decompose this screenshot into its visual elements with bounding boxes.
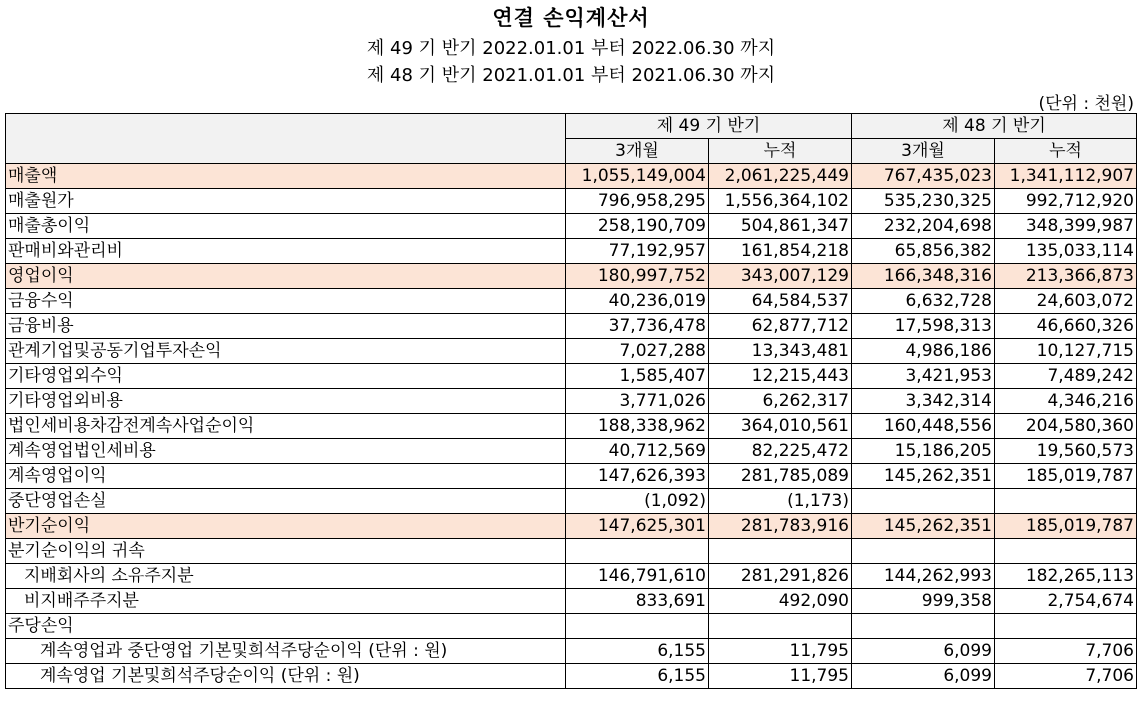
table-row — [6, 664, 1137, 689]
row-value: 7,489,242 — [995, 364, 1137, 389]
table-row — [6, 639, 1137, 664]
table-row — [6, 514, 1137, 539]
row-value: 46,660,326 — [995, 314, 1137, 339]
table-row — [6, 614, 1137, 639]
row-value: 185,019,787 — [995, 464, 1137, 489]
row-value: 343,007,129 — [709, 264, 852, 289]
row-value: 204,580,360 — [995, 414, 1137, 439]
table-row — [6, 239, 1137, 264]
row-label: 기타영업외비용 — [6, 389, 566, 414]
row-value — [709, 539, 852, 564]
row-value: 999,358 — [852, 589, 995, 614]
table-row — [6, 489, 1137, 514]
table-row — [6, 539, 1137, 564]
table-row — [6, 314, 1137, 339]
row-value — [709, 614, 852, 639]
row-value: 6,262,317 — [709, 389, 852, 414]
row-value: 11,795 — [709, 639, 852, 664]
row-label: 중단영업손실 — [6, 489, 566, 514]
row-value: 11,795 — [709, 664, 852, 689]
row-label: 관계기업및공동기업투자손익 — [6, 339, 566, 364]
row-value: 146,791,610 — [566, 564, 709, 589]
row-value: 65,856,382 — [852, 239, 995, 264]
row-value: 135,033,114 — [995, 239, 1137, 264]
row-value: 64,584,537 — [709, 289, 852, 314]
row-label: 계속영업 기본및희석주당순이익 (단위 : 원) — [6, 664, 566, 689]
row-value: 62,877,712 — [709, 314, 852, 339]
row-value: 535,230,325 — [852, 189, 995, 214]
header-48-cumulative: 누적 — [995, 139, 1137, 164]
table-row — [6, 189, 1137, 214]
row-value: 82,225,472 — [709, 439, 852, 464]
header-row-period — [6, 114, 1137, 139]
row-value: 492,090 — [709, 589, 852, 614]
row-value — [566, 539, 709, 564]
row-value: 145,262,351 — [852, 514, 995, 539]
row-label: 매출총이익 — [6, 214, 566, 239]
period-prior: 제 48 기 반기 2021.01.01 부터 2021.06.30 까지 — [366, 65, 776, 86]
row-label: 분기순이익의 귀속 — [6, 539, 566, 564]
row-value: 40,236,019 — [566, 289, 709, 314]
row-value: 180,997,752 — [566, 264, 709, 289]
row-value: 4,346,216 — [995, 389, 1137, 414]
row-value: (1,173) — [709, 489, 852, 514]
row-value: 160,448,556 — [852, 414, 995, 439]
row-value: 232,204,698 — [852, 214, 995, 239]
row-value: 77,192,957 — [566, 239, 709, 264]
period-current: 제 49 기 반기 2022.01.01 부터 2022.06.30 까지 — [366, 38, 776, 59]
statement-rows — [6, 164, 1137, 689]
table-row — [6, 289, 1137, 314]
table-row — [6, 164, 1137, 189]
row-value: 40,712,569 — [566, 439, 709, 464]
table-row — [6, 439, 1137, 464]
row-value: 6,632,728 — [852, 289, 995, 314]
row-label: 법인세비용차감전계속사업순이익 — [6, 414, 566, 439]
row-value: 767,435,023 — [852, 164, 995, 189]
row-label: 매출액 — [6, 164, 566, 189]
row-value — [995, 489, 1137, 514]
row-value: 796,958,295 — [566, 189, 709, 214]
row-value — [566, 614, 709, 639]
row-value: 12,215,443 — [709, 364, 852, 389]
row-value — [852, 489, 995, 514]
table-row — [6, 464, 1137, 489]
row-value: 147,626,393 — [566, 464, 709, 489]
table-row — [6, 414, 1137, 439]
table-row — [6, 339, 1137, 364]
table-row — [6, 564, 1137, 589]
row-value: 19,560,573 — [995, 439, 1137, 464]
row-value: 7,027,288 — [566, 339, 709, 364]
row-value: 145,262,351 — [852, 464, 995, 489]
row-label: 지배회사의 소유주지분 — [6, 564, 566, 589]
row-label: 계속영업법인세비용 — [6, 439, 566, 464]
table-row — [6, 364, 1137, 389]
row-value: 1,585,407 — [566, 364, 709, 389]
header-period-48: 제 48 기 반기 — [852, 114, 1137, 139]
row-value: 281,783,916 — [709, 514, 852, 539]
row-value: 144,262,993 — [852, 564, 995, 589]
row-value: 833,691 — [566, 589, 709, 614]
row-value: 2,754,674 — [995, 589, 1137, 614]
row-value: 24,603,072 — [995, 289, 1137, 314]
row-label: 기타영업외수익 — [6, 364, 566, 389]
row-value: 2,061,225,449 — [709, 164, 852, 189]
row-value: 258,190,709 — [566, 214, 709, 239]
row-value — [852, 539, 995, 564]
row-label: 반기순이익 — [6, 514, 566, 539]
row-value: 185,019,787 — [995, 514, 1137, 539]
row-value — [852, 614, 995, 639]
row-label: 금융비용 — [6, 314, 566, 339]
row-value: 147,625,301 — [566, 514, 709, 539]
row-value — [995, 614, 1137, 639]
row-value: 213,366,873 — [995, 264, 1137, 289]
row-value: 17,598,313 — [852, 314, 995, 339]
row-value: 364,010,561 — [709, 414, 852, 439]
row-value: 3,342,314 — [852, 389, 995, 414]
header-48-3month: 3개월 — [852, 139, 995, 164]
row-value: 1,055,149,004 — [566, 164, 709, 189]
row-value: 6,099 — [852, 664, 995, 689]
row-label: 금융수익 — [6, 289, 566, 314]
row-label: 계속영업이익 — [6, 464, 566, 489]
row-value: 6,099 — [852, 639, 995, 664]
row-value: 3,771,026 — [566, 389, 709, 414]
row-value: 504,861,347 — [709, 214, 852, 239]
table-row — [6, 389, 1137, 414]
income-statement-table — [5, 113, 1137, 689]
row-value: 7,706 — [995, 639, 1137, 664]
row-value: 1,556,364,102 — [709, 189, 852, 214]
row-label: 판매비와관리비 — [6, 239, 566, 264]
row-value: 3,421,953 — [852, 364, 995, 389]
row-value: 37,736,478 — [566, 314, 709, 339]
row-label: 매출원가 — [6, 189, 566, 214]
row-value: 166,348,316 — [852, 264, 995, 289]
table-row — [6, 214, 1137, 239]
row-value: 992,712,920 — [995, 189, 1137, 214]
row-value: 6,155 — [566, 664, 709, 689]
unit-label: (단위 : 천원) — [1038, 94, 1134, 114]
row-label: 계속영업과 중단영업 기본및희석주당순이익 (단위 : 원) — [6, 639, 566, 664]
row-value — [995, 539, 1137, 564]
row-value: (1,092) — [566, 489, 709, 514]
table-row — [6, 589, 1137, 614]
header-blank-cell — [6, 114, 566, 164]
row-value: 7,706 — [995, 664, 1137, 689]
row-value: 6,155 — [566, 639, 709, 664]
row-value: 348,399,987 — [995, 214, 1137, 239]
table-row — [6, 264, 1137, 289]
row-value: 281,291,826 — [709, 564, 852, 589]
header-49-3month: 3개월 — [566, 139, 709, 164]
row-value: 4,986,186 — [852, 339, 995, 364]
header-49-cumulative: 누적 — [709, 139, 852, 164]
header-period-49: 제 49 기 반기 — [566, 114, 852, 139]
row-value: 1,341,112,907 — [995, 164, 1137, 189]
row-value: 10,127,715 — [995, 339, 1137, 364]
row-value: 13,343,481 — [709, 339, 852, 364]
statement-title: 연결 손익계산서 — [492, 6, 650, 30]
row-label: 주당손익 — [6, 614, 566, 639]
row-value: 182,265,113 — [995, 564, 1137, 589]
row-value: 15,186,205 — [852, 439, 995, 464]
row-label: 비지배주주지분 — [6, 589, 566, 614]
row-label: 영업이익 — [6, 264, 566, 289]
row-value: 281,785,089 — [709, 464, 852, 489]
row-value: 161,854,218 — [709, 239, 852, 264]
row-value: 188,338,962 — [566, 414, 709, 439]
